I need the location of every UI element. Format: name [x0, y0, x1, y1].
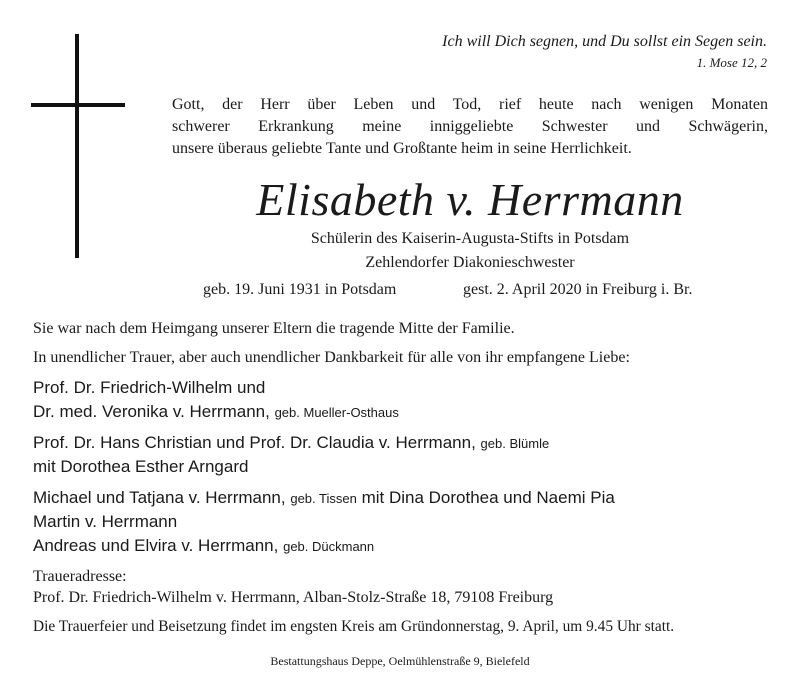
birth-date: geb. 19. Juni 1931 in Potsdam [203, 281, 397, 298]
mourner-line [33, 402, 399, 422]
mourner-line [33, 512, 177, 532]
deceased-subtitle-profession: Zehlendorfer Diakonieschwester [365, 254, 575, 271]
cross-icon-horizontal-bar [31, 103, 125, 107]
mourner-names: mit Dorothea Esther Arngard [33, 457, 249, 476]
bible-motto: Ich will Dich segnen, und Du sollst ein Segen sein. [442, 33, 767, 50]
deceased-name: Elisabeth v. Herrmann [256, 174, 684, 225]
body-text-mourning: In unendlicher Trauer, aber auch unendlicher Dankbarkeit für alle von ihr empfangene Liebe: [33, 349, 630, 366]
mourner-line [33, 457, 248, 477]
mourner-names: Martin v. Herrmann [33, 512, 178, 531]
mourner-line [33, 378, 265, 398]
intro-line: schwerer Erkrankung meine inniggeliebte Schwester und Schwägerin, [172, 118, 768, 135]
service-notice: Die Trauerfeier und Beisetzung findet im engsten Kreis am Gründonnerstag, 9. April, um 9.45 Uhr statt. [33, 618, 675, 635]
address-label: Traueradresse: [33, 568, 127, 585]
funeral-home: Bestattungshaus Deppe, Oelmühlenstraße 9, Bielefeld [270, 654, 530, 668]
mourner-line [33, 536, 374, 556]
mourner-names: Prof. Dr. Friedrich-Wilhelm und [33, 378, 266, 397]
cross-icon-vertical-bar [75, 34, 79, 258]
mourner-names: Dr. med. Veronika v. Herrmann, [33, 402, 270, 421]
mourner-line [33, 433, 549, 453]
mourner-names: mit Dina Dorothea und Naemi Pia [361, 488, 615, 507]
intro-paragraph [172, 94, 768, 160]
intro-line: Gott, der Herr über Leben und Tod, rief heute nach wenigen Monaten [172, 96, 768, 113]
intro-line: unsere überaus geliebte Tante und Großtante heim in seine Herrlichkeit. [172, 140, 632, 157]
maiden-name: geb. Tissen [290, 491, 357, 506]
mourner-names: Prof. Dr. Hans Christian und Prof. Dr. Claudia v. Herrmann, [33, 433, 476, 452]
maiden-name: geb. Blümle [480, 436, 550, 451]
maiden-name: geb. Dückmann [283, 539, 375, 554]
mourner-names: Andreas und Elvira v. Herrmann, [33, 536, 279, 555]
bible-reference: 1. Mose 12, 2 [696, 55, 767, 70]
body-text-family-center: Sie war nach dem Heimgang unserer Eltern die tragende Mitte der Familie. [33, 320, 515, 337]
mourning-address: Prof. Dr. Friedrich-Wilhelm v. Herrmann, Alban-Stolz-Straße 18, 79108 Freiburg [33, 589, 554, 606]
maiden-name: geb. Mueller-Osthaus [274, 405, 399, 420]
deceased-subtitle-school: Schülerin des Kaiserin-Augusta-Stifts in Potsdam [310, 230, 630, 247]
mourner-names: Michael und Tatjana v. Herrmann, [33, 488, 286, 507]
mourner-line [33, 488, 615, 508]
death-date: gest. 2. April 2020 in Freiburg i. Br. [463, 281, 693, 298]
